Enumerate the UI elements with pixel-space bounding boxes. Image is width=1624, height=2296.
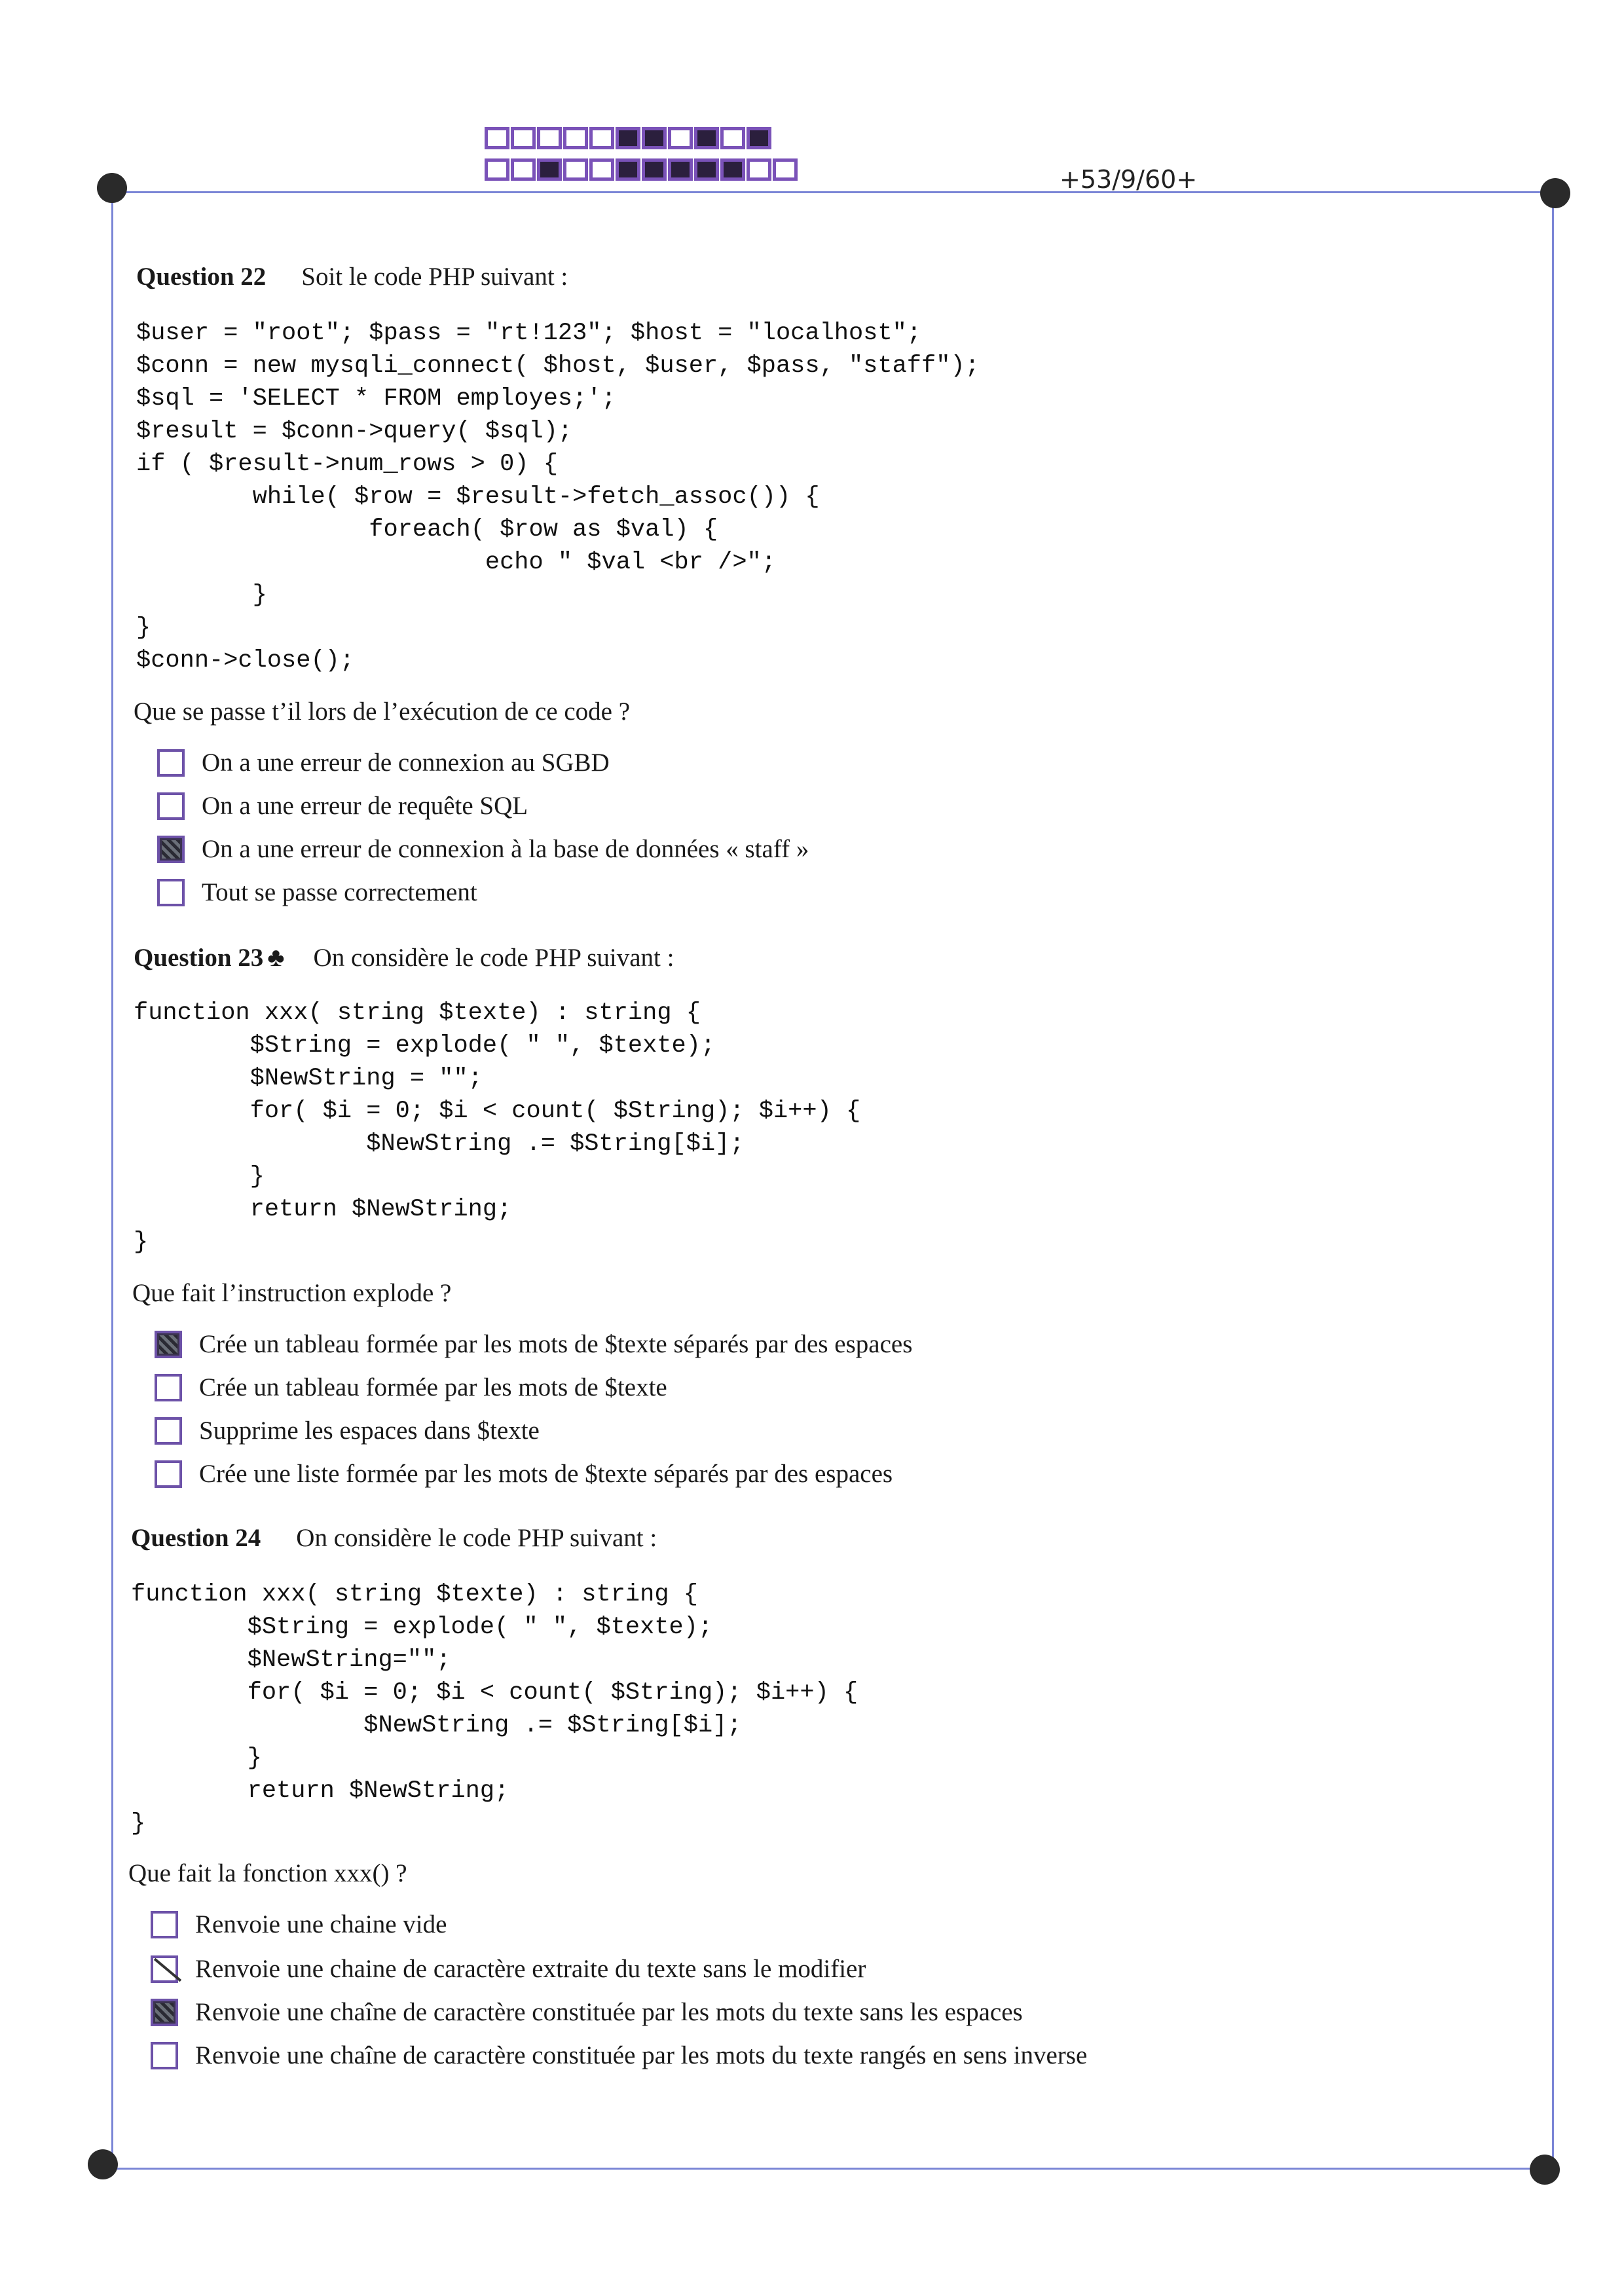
question-23-header: [134, 942, 674, 972]
option-label: Renvoie une chaîne de caractère constituée par les mots du texte rangés en sens inverse: [195, 2041, 1088, 2069]
barcode-cell-empty: [563, 158, 588, 181]
question-22-header: [136, 262, 568, 291]
q24-option-4[interactable]: [151, 2041, 1087, 2070]
q23-option-4[interactable]: [155, 1459, 893, 1489]
answer-checkbox[interactable]: [155, 1460, 182, 1488]
barcode-cell-empty: [589, 158, 614, 181]
option-label: Tout se passe correctement: [202, 878, 477, 906]
barcode-cell-filled: [616, 127, 640, 149]
answer-checkbox[interactable]: [151, 1911, 178, 1938]
barcode-cell-empty: [720, 127, 745, 149]
barcode-cell-filled: [616, 158, 640, 181]
question-24-prompt: Que fait la fonction xxx() ?: [128, 1859, 407, 1887]
question-24-code: function xxx( string $texte) : string { $String = explode( " ", $texte); $NewString=""; for( $i = 0; $i < count( $String); $i++) { $NewString .= $String[$i]; } return $NewString; }: [131, 1581, 858, 1838]
barcode-cell-empty: [511, 127, 536, 149]
barcode-cell-filled: [694, 127, 719, 149]
question-intro: On considère le code PHP suivant :: [296, 1524, 657, 1552]
option-label: On a une erreur de connexion au SGBD: [202, 749, 610, 777]
barcode-row-1: [485, 127, 773, 149]
q24-option-1[interactable]: [151, 1910, 447, 1939]
question-24-header: [131, 1523, 657, 1553]
answer-checkbox-checked[interactable]: [151, 1999, 178, 2026]
question-number: Question 22: [136, 263, 267, 291]
registration-mark-bottom-left: [88, 2149, 118, 2179]
barcode-cell-empty: [773, 158, 798, 181]
barcode-cell-empty: [485, 158, 509, 181]
frame-bottom-line: [102, 2168, 1546, 2170]
question-22-code: $user = "root"; $pass = "rt!123"; $host = "localhost"; $conn = new mysqli_connect( $host, $user, $pass, "staff"); $sql = 'SELECT * FROM employes;'; $result = $conn->query( $sql); if ( $result->num_rows > 0) { while( $row = $result->fetch_assoc()) { foreach( $row as $val) { echo " $val <br />"; } } $conn->close();: [136, 320, 980, 675]
frame-right-line: [1552, 191, 1554, 2169]
option-label: Renvoie une chaine vide: [195, 1910, 447, 1938]
question-23-prompt: Que fait l’instruction explode ?: [132, 1279, 452, 1307]
barcode-cell-empty: [563, 127, 588, 149]
registration-mark-top-right: [1540, 178, 1570, 208]
answer-checkbox-checked[interactable]: [157, 836, 185, 863]
q22-option-4[interactable]: [157, 878, 477, 907]
q23-option-1[interactable]: [155, 1329, 912, 1359]
frame-top-line: [111, 191, 1555, 193]
barcode-cell-empty: [537, 127, 562, 149]
barcode-cell-filled: [642, 158, 667, 181]
q22-option-2[interactable]: [157, 791, 528, 821]
q24-option-3[interactable]: [151, 1997, 1023, 2027]
answer-checkbox[interactable]: [155, 1374, 182, 1401]
answer-checkbox[interactable]: [151, 2042, 178, 2069]
question-23-code: function xxx( string $texte) : string { $String = explode( " ", $texte); $NewString = ""; for( $i = 0; $i < count( $String); $i++) { $NewString .= $String[$i]; } return $NewString; }: [134, 999, 861, 1256]
q23-option-3[interactable]: [155, 1416, 540, 1445]
barcode-cell-filled: [694, 158, 719, 181]
option-label: Crée un tableau formée par les mots de $texte: [199, 1373, 667, 1401]
option-label: Renvoie une chaine de caractère extraite du texte sans le modifier: [195, 1955, 866, 1983]
question-number: Question 24: [131, 1524, 261, 1552]
option-label: On a une erreur de requête SQL: [202, 792, 528, 820]
club-icon: ♣: [267, 942, 285, 972]
barcode-row-2: [485, 158, 799, 181]
barcode-cell-filled: [747, 127, 771, 149]
question-number: Question 23: [134, 944, 264, 972]
option-label: On a une erreur de connexion à la base de données « staff »: [202, 835, 809, 863]
q23-option-2[interactable]: [155, 1373, 667, 1402]
barcode-cell-empty: [668, 127, 693, 149]
barcode-cell-filled: [642, 127, 667, 149]
option-label: Supprime les espaces dans $texte: [199, 1416, 540, 1445]
registration-mark-top-left: [97, 173, 127, 203]
question-intro: Soit le code PHP suivant :: [301, 263, 568, 291]
question-intro: On considère le code PHP suivant :: [313, 944, 674, 972]
barcode-cell-filled: [668, 158, 693, 181]
answer-checkbox[interactable]: [157, 749, 185, 777]
registration-mark-bottom-right: [1530, 2155, 1560, 2185]
option-label: Crée un tableau formée par les mots de $texte séparés par des espaces: [199, 1330, 913, 1358]
barcode-cell-empty: [511, 158, 536, 181]
answer-checkbox[interactable]: [157, 792, 185, 820]
answer-checkbox[interactable]: [157, 879, 185, 906]
answer-checkbox-crossed-out[interactable]: [151, 1955, 178, 1983]
barcode-cell-empty: [485, 127, 509, 149]
frame-left-line: [111, 191, 113, 2169]
option-label: Renvoie une chaîne de caractère constituée par les mots du texte sans les espaces: [195, 1998, 1023, 2026]
q22-option-3[interactable]: [157, 834, 809, 864]
q22-option-1[interactable]: [157, 748, 610, 777]
question-22-prompt: Que se passe t’il lors de l’exécution de ce code ?: [134, 697, 631, 726]
option-label: Crée une liste formée par les mots de $texte séparés par des espaces: [199, 1460, 893, 1488]
answer-checkbox[interactable]: [155, 1417, 182, 1445]
barcode-cell-empty: [747, 158, 771, 181]
barcode-cell-filled: [537, 158, 562, 181]
page-id: +53/9/60+: [1060, 165, 1198, 194]
q24-option-2[interactable]: [151, 1954, 866, 1984]
barcode-cell-empty: [589, 127, 614, 149]
answer-checkbox-checked[interactable]: [155, 1331, 182, 1358]
barcode-cell-filled: [720, 158, 745, 181]
